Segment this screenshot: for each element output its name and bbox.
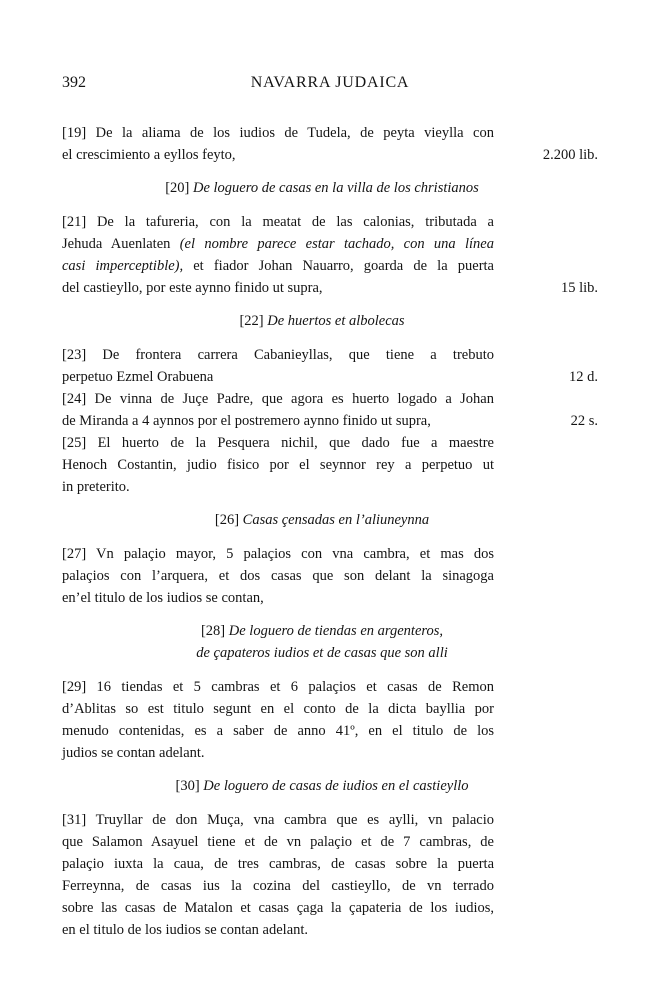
text-line	[62, 831, 494, 853]
running-title: NAVARRA JUDAICA	[250, 74, 410, 91]
text-line	[62, 853, 494, 875]
record-paragraph	[62, 543, 598, 609]
text-segment: que Salamon Asayuel tiene et de vn palaçio et de 7 cambras, de	[62, 834, 494, 850]
italic-text-segment: casi imperceptible),	[62, 258, 184, 274]
section-heading	[62, 775, 598, 797]
text-segment: [31] Truyllar de don Muça, vna cambra que es aylli, vn palacio	[62, 812, 494, 828]
heading-title: de çapateros iudios et de casas que son alli	[196, 645, 448, 661]
entry-number: [22]	[239, 313, 264, 329]
text-segment: palaçios con l’arquera, et dos casas que son delant la sinagoga	[62, 568, 494, 584]
text-segment: de Miranda a 4 aynnos por el postremero aynno finido ut supra,	[62, 413, 431, 429]
heading-title: De loguero de tiendas en argenteros,	[228, 623, 444, 639]
heading-title: De huertos et albolecas	[267, 313, 405, 329]
text-segment: Jehuda Auenlaten	[62, 236, 180, 252]
text-segment: [29] 16 tiendas et 5 cambras et 6 palaçios et casas de Remon	[62, 679, 494, 695]
page-header	[62, 72, 598, 94]
paragraph-text	[62, 211, 494, 299]
section-heading	[62, 509, 598, 531]
text-segment: sobre las casas de Matalon et casas çaga la çapateria de los iudios,	[62, 900, 494, 916]
page-body	[62, 122, 598, 941]
text-segment: [27] Vn palaçio mayor, 5 palaçios con vna cambra, et mas dos	[62, 546, 494, 562]
text-line	[62, 897, 494, 919]
section-heading	[62, 177, 598, 199]
text-segment: [21] De la tafureria, con la meatat de las calonias, tributada a	[62, 214, 494, 230]
text-segment: d’Ablitas so est titulo segunt en el conto de la dicta bayllia por	[62, 701, 494, 717]
record-paragraph	[62, 388, 598, 432]
text-line	[62, 255, 494, 277]
heading-title: De loguero de casas de iudios en el castieyllo	[203, 778, 469, 794]
page-content	[62, 72, 598, 941]
record-paragraph	[62, 809, 598, 941]
amount-value: 12 d.	[569, 369, 598, 385]
heading-line	[62, 509, 582, 531]
paragraph-text	[62, 432, 494, 498]
text-line	[62, 676, 494, 698]
record-paragraph	[62, 676, 598, 764]
text-line	[62, 720, 494, 742]
text-line	[62, 565, 494, 587]
heading-line	[62, 177, 582, 199]
paragraph-text	[62, 809, 494, 941]
text-segment: Ferreynna, de casas ius la cozina del castieyllo, de vn terrado	[62, 878, 494, 894]
entry-number: [26]	[214, 512, 240, 528]
text-segment: et fiador Johan Nauarro, goarda de la puerta	[183, 258, 494, 274]
text-segment: [23] De frontera carrera Cabanieyllas, que tiene a trebuto	[62, 347, 494, 363]
paragraph-text	[62, 122, 494, 166]
entry-number: [28]	[200, 623, 226, 639]
text-line	[62, 742, 494, 764]
text-segment: [24] De vinna de Juçe Padre, que agora es huerto logado a Johan	[62, 391, 494, 407]
text-segment: en el titulo de los iudios se contan adelant.	[62, 922, 309, 938]
text-segment: judios se contan adelant.	[62, 745, 205, 761]
text-line	[62, 587, 494, 609]
text-segment: in preterito.	[62, 479, 130, 495]
record-paragraph	[62, 122, 598, 166]
text-segment: palaçio iuxta la caua, de tres cambras, de casas sobre la puerta	[62, 856, 494, 872]
text-line	[62, 432, 494, 454]
heading-line	[62, 775, 582, 797]
paragraph-text	[62, 344, 494, 388]
heading-line	[62, 642, 582, 664]
text-segment: del castieyllo, por este aynno finido ut supra,	[62, 280, 323, 296]
entry-number: [20]	[165, 180, 190, 196]
text-line	[62, 919, 494, 941]
text-segment: [19] De la aliama de los iudios de Tudela, de peyta vieylla con	[62, 125, 494, 141]
entry-number: [30]	[175, 778, 200, 794]
amount-value: 15 lib.	[560, 280, 598, 296]
text-segment: menudo contenidas, es a saber de anno 41º, en el titulo de los	[62, 723, 494, 739]
page-number: 392	[62, 74, 86, 91]
text-segment: el crescimiento a eyllos feyto,	[62, 147, 236, 163]
text-line	[62, 277, 494, 299]
section-heading	[62, 620, 598, 664]
amount-value: 22 s.	[570, 413, 598, 429]
paragraph-text	[62, 543, 494, 609]
text-line	[62, 388, 494, 410]
text-line	[62, 211, 494, 233]
text-line	[62, 366, 494, 388]
text-segment: en’el titulo de los iudios se contan,	[62, 590, 264, 606]
record-paragraph	[62, 344, 598, 388]
record-paragraph	[62, 432, 598, 498]
text-line	[62, 809, 494, 831]
text-line	[62, 144, 494, 166]
text-line	[62, 454, 494, 476]
text-line	[62, 410, 494, 432]
paragraph-text	[62, 676, 494, 764]
italic-text-segment: (el nombre parece estar tachado, con una línea	[179, 236, 494, 252]
text-segment: Henoch Costantin, judio fisico por el seynnor rey a perpetuo ut	[62, 457, 494, 473]
heading-title: Casas çensadas en l’aliuneynna	[242, 512, 430, 528]
heading-line	[62, 310, 582, 332]
section-heading	[62, 310, 598, 332]
text-line	[62, 698, 494, 720]
text-line	[62, 344, 494, 366]
heading-title: De loguero de casas en la villa de los christianos	[192, 180, 479, 196]
text-line	[62, 233, 494, 255]
text-line	[62, 122, 494, 144]
text-segment: [25] El huerto de la Pesquera nichil, que dado fue a maestre	[62, 435, 494, 451]
amount-value: 2.200 lib.	[542, 147, 598, 163]
heading-line	[62, 620, 582, 642]
text-line	[62, 875, 494, 897]
record-paragraph	[62, 211, 598, 299]
text-segment: perpetuo Ezmel Orabuena	[62, 369, 214, 385]
text-line	[62, 476, 494, 498]
paragraph-text	[62, 388, 494, 432]
text-line	[62, 543, 494, 565]
